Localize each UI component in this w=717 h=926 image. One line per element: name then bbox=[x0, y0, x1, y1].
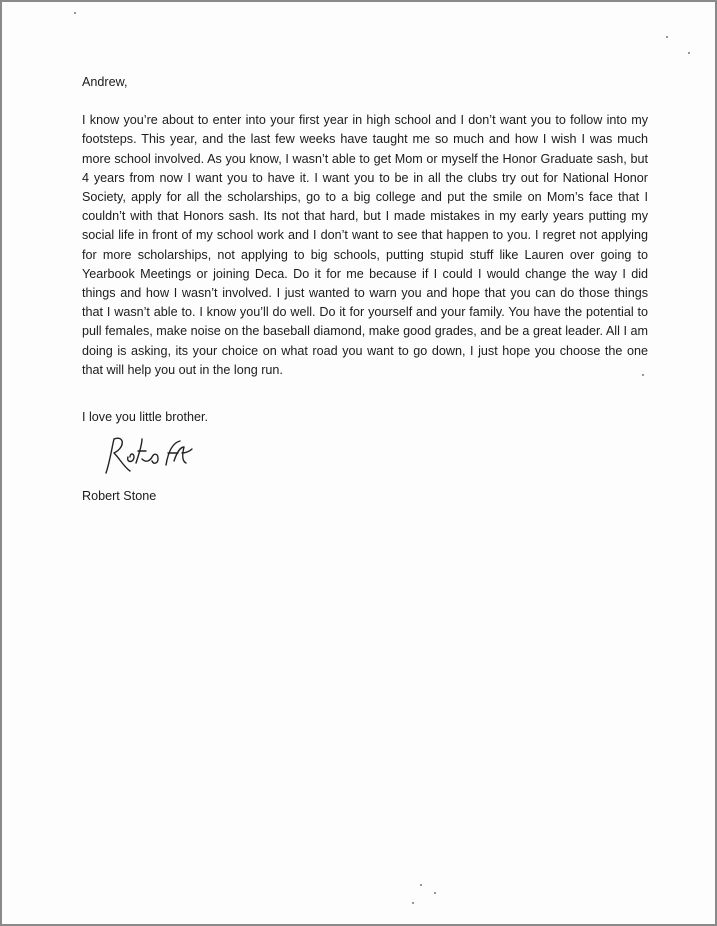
scan-speck bbox=[420, 884, 422, 886]
letter-content bbox=[82, 73, 648, 506]
signature-icon bbox=[96, 433, 196, 477]
salutation: Andrew, bbox=[82, 75, 128, 89]
scan-speck bbox=[412, 902, 414, 904]
closing-line: I love you little brother. bbox=[82, 410, 209, 425]
letter-body: I know you’re about to enter into your first year in high school and I don’t want you to follow into my footsteps. This year, and the last few weeks have taught me so much and how I wish I was much more school involved. As you know, I wasn’t able to get Mom or myself the Honor Graduate sash, but 4 years from now I want you to have it. I want you to be in all the clubs try out for National Honor Society, apply for all the scholarships, go to a big college and put the smile on Mom’s face that I couldn’t with that Honors sash. Its not that hard, but I made mistakes in my early years putting my social life in front of my school work and I don’t want to see that happen to you. I regret not applying for more scholarships, not applying to big schools, putting stupid stuff like Lauren over going to Yearbook Meetings or joining Deca. Do it for me because if I could I would change the way I did things and how I wasn’t involved. I just wanted to warn you and hope that you can do those things that I wasn’t able to. I know you’ll do well. Do it for yourself and your family. You have the potential to pull females, make noise on the baseball diamond, make good grades, and be a great leader. All I am doing is asking, its your choice on what road you want to go down, I just hope you choose the one that will help you out in the long run. bbox=[82, 113, 648, 377]
scan-speck bbox=[666, 36, 668, 38]
signer-name: Robert Stone bbox=[82, 489, 157, 504]
scan-speck bbox=[434, 892, 436, 894]
scan-speck bbox=[74, 12, 76, 14]
scan-speck bbox=[688, 52, 690, 54]
